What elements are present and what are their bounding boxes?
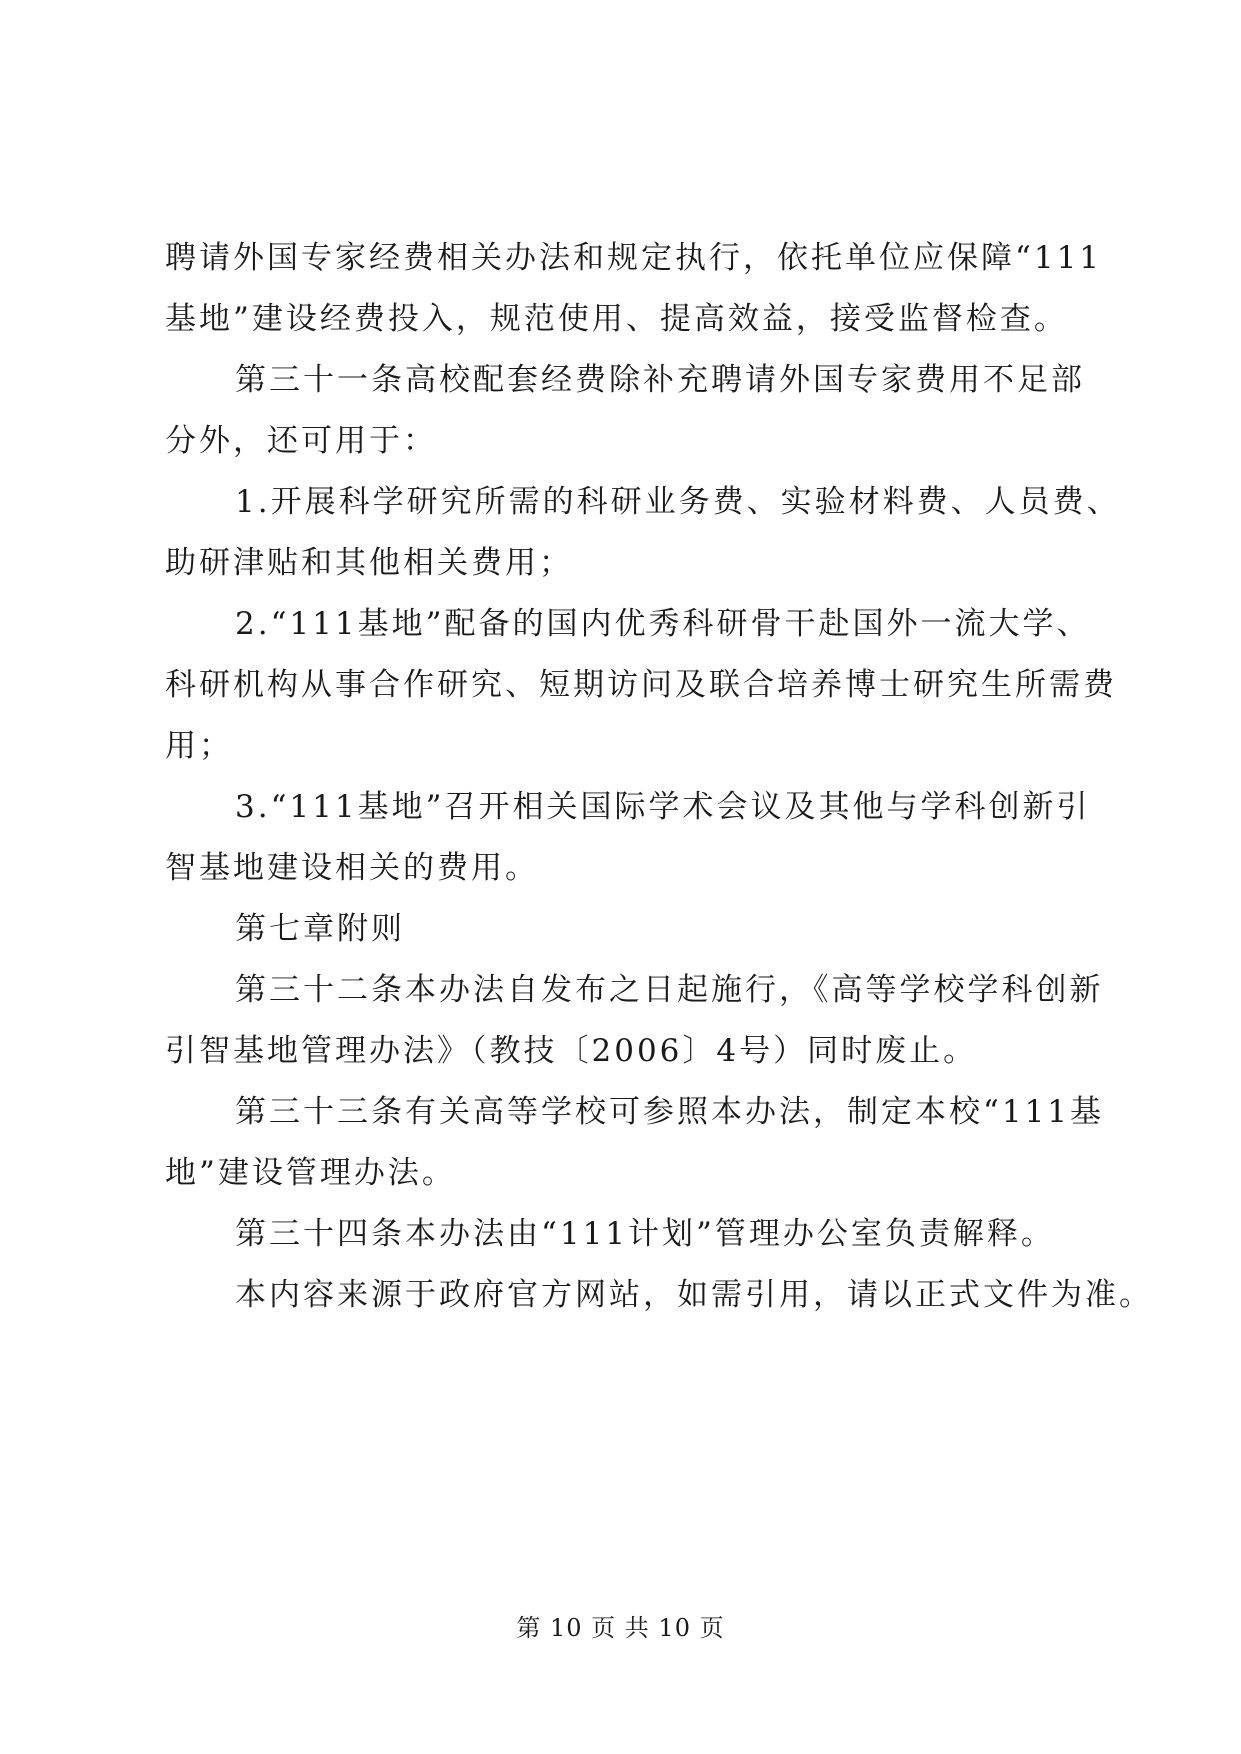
article-34-line: 第三十四条本办法由“111计划”管理办公室负责解释。 [235,1216,1055,1252]
text-line: 地”建设管理办法。 [165,1155,456,1191]
chapter-heading: 第七章附则 [235,911,405,947]
text-line: 分外，还可用于： [165,423,437,459]
text-line: 基地”建设经费投入，规范使用、提高效益，接受监督检查。 [165,301,1068,337]
text-line: 聘请外国专家经费相关办法和规定执行，依托单位应保障“111 [165,240,1103,276]
source-note: 本内容来源于政府官方网站，如需引用，请以正式文件为准。 [235,1277,1153,1313]
article-31-line: 第三十一条高校配套经费除补充聘请外国专家费用不足部 [235,362,1085,398]
document-body [165,228,1153,1326]
text-line: 引智基地管理办法》（教技〔2006〕4号）同时废止。 [165,1033,978,1069]
text-line: 智基地建设相关的费用。 [165,850,539,886]
article-32-line: 第三十二条本办法自发布之日起施行，《高等学校学科创新 [235,972,1104,1008]
text-line: 助研津贴和其他相关费用； [165,545,573,581]
list-item-3: 3.“111基地”召开相关国际学术会议及其他与学科创新引 [235,789,1091,825]
article-33-line: 第三十三条有关高等学校可参照本办法，制定本校“111基 [235,1094,1105,1130]
page-number-footer: 第 10 页 共 10 页 [516,1614,725,1642]
text-line: 用； [165,728,233,764]
list-item-1: 1.开展科学研究所需的科研业务费、实验材料费、人员费、 [235,484,1121,520]
text-line: 科研机构从事合作研究、短期访问及联合培养博士研究生所需费 [165,667,1117,703]
list-item-2: 2.“111基地”配备的国内优秀科研骨干赴国外一流大学、 [235,606,1091,642]
